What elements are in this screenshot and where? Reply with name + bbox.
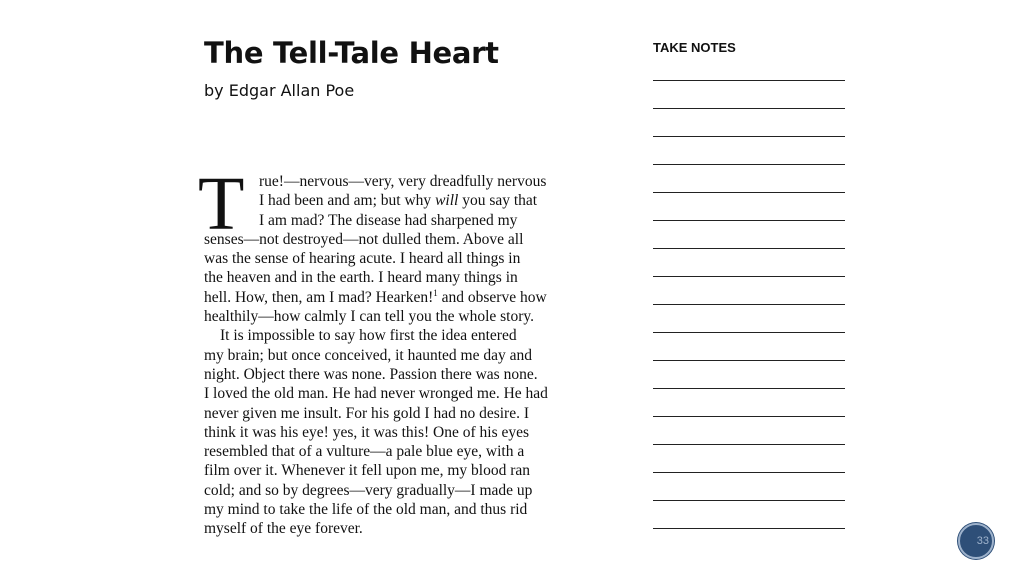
story-line [204,191,644,210]
note-line [653,192,845,193]
story-line-segment: I had been and am; but why [259,192,436,210]
story-line: It is impossible to say how first the idea entered [220,327,517,345]
slide-number-badge [958,523,994,559]
story-line [204,288,644,307]
story-line: was the sense of hearing acute. I heard all things in [204,250,521,268]
story-line-segment: and observe how [437,288,547,306]
note-line [653,220,845,221]
take-notes-heading: TAKE NOTES [653,40,736,55]
story-line: resembled that of a vulture—a pale blue eye, with a [204,443,525,461]
story-text [198,162,644,539]
note-line [653,164,845,165]
note-line [653,304,845,305]
story-line: my brain; but once conceived, it haunted me day and [204,346,532,364]
story-line: healthily—how calmly I can tell you the whole story. [204,308,535,326]
story-line: think it was his eye! yes, it was this! One of his eyes [204,423,530,441]
note-line [653,500,845,501]
story-line: senses—not destroyed—not dulled them. Above all [204,230,524,248]
note-line [653,80,845,81]
note-line [653,332,845,333]
note-line [653,276,845,277]
story-line: film over it. Whenever it fell upon me, my blood ran [204,462,530,480]
story-line: rue!—nervous—very, very dreadfully nervous [259,173,547,190]
story-lines [204,172,644,539]
story-line: the heaven and in the earth. I heard many things in [204,269,518,287]
emphasis-word: will [435,192,459,210]
author-byline: by Edgar Allan Poe [204,81,355,100]
story-line: never given me insult. For his gold I had no desire. I [204,404,530,422]
note-line [653,108,845,109]
slide-number: 33 [976,535,989,547]
note-line [653,388,845,389]
document-title: The Tell-Tale Heart [204,36,499,70]
story-line: my mind to take the life of the old man, and thus rid [204,501,528,519]
note-line [653,472,845,473]
story-line: I loved the old man. He had never wronged me. He had [204,385,548,403]
story-line-segment: you say that [458,192,538,210]
story-line: cold; and so by degrees—very gradually—I made up [204,481,533,499]
story-line: myself of the eye forever. [204,520,363,538]
note-line [653,248,845,249]
story-line-segment: hell. How, then, am I mad? Hearken! [204,288,434,306]
note-line [653,416,845,417]
note-line [653,444,845,445]
note-line [653,360,845,361]
drop-cap-letter: T [198,162,245,246]
note-line [653,136,845,137]
note-line [653,528,845,529]
story-line: night. Object there was none. Passion there was none. [204,365,538,383]
note-lines [653,0,845,576]
footnote-marker: 1 [433,287,438,298]
story-line: I am mad? The disease had sharpened my [259,211,518,229]
